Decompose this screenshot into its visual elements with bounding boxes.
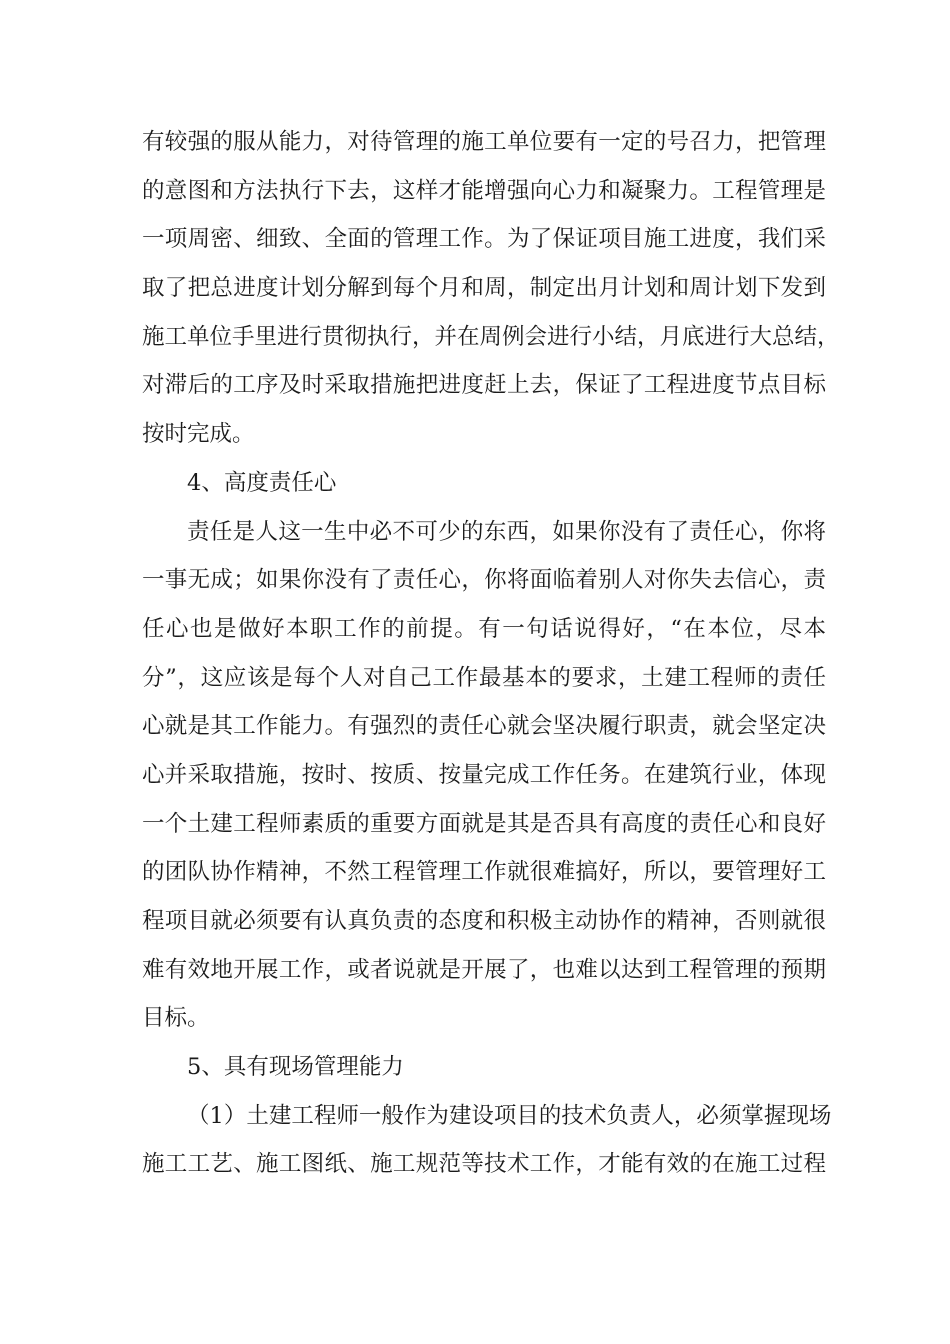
- text-line: 分”，这应该是每个人对自己工作最基本的要求，土建工程师的责任: [142, 664, 826, 691]
- text-line: 有较强的服从能力，对待管理的施工单位要有一定的号召力，把管理: [142, 129, 826, 155]
- text-line: 4、高度责任心: [187, 469, 337, 496]
- text-line: 的意图和方法执行下去，这样才能增强向心力和凝聚力。工程管理是: [142, 177, 826, 204]
- text-line: 责任是人这一生中必不可少的东西，如果你没有了责任心，你将: [187, 518, 826, 545]
- text-line: 心就是其工作能力。有强烈的责任心就会坚决履行职责，就会坚定决: [142, 713, 826, 740]
- text-line: 取了把总进度计划分解到每个月和周，制定出月计划和周计划下发到: [142, 275, 826, 302]
- text-line: （1）土建工程师一般作为建设项目的技术负责人，必须掌握现场: [187, 1102, 832, 1129]
- text-line: 按时完成。: [142, 421, 255, 448]
- document-body: [142, 118, 840, 1189]
- text-line: 心并采取措施，按时、按质、按量完成工作任务。在建筑行业，体现: [142, 761, 826, 788]
- text-line: 5、具有现场管理能力: [187, 1054, 404, 1081]
- text-line: 目标。: [142, 1005, 210, 1032]
- text-line: 难有效地开展工作，或者说就是开展了，也难以达到工程管理的预期: [142, 956, 826, 983]
- text-line: 一项周密、细致、全面的管理工作。为了保证项目施工进度，我们采: [142, 226, 826, 253]
- text-line: 任心也是做好本职工作的前提。有一句话说得好，“在本位，尽本: [142, 615, 826, 642]
- text-line: 施工单位手里进行贯彻执行，并在周例会进行小结，月底进行大总结，: [142, 323, 840, 350]
- text-line: 的团队协作精神，不然工程管理工作就很难搞好，所以，要管理好工: [142, 859, 826, 886]
- text-line: 程项目就必须要有认真负责的态度和积极主动协作的精神，否则就很: [142, 908, 826, 934]
- text-line: 一个土建工程师素质的重要方面就是其是否具有高度的责任心和良好: [142, 810, 826, 837]
- text-line: 一事无成；如果你没有了责任心，你将面临着别人对你失去信心，责: [142, 567, 826, 594]
- text-line: 对滞后的工序及时采取措施把进度赶上去，保证了工程进度节点目标: [142, 372, 826, 399]
- text-line: 施工工艺、施工图纸、施工规范等技术工作，才能有效的在施工过程: [142, 1151, 826, 1178]
